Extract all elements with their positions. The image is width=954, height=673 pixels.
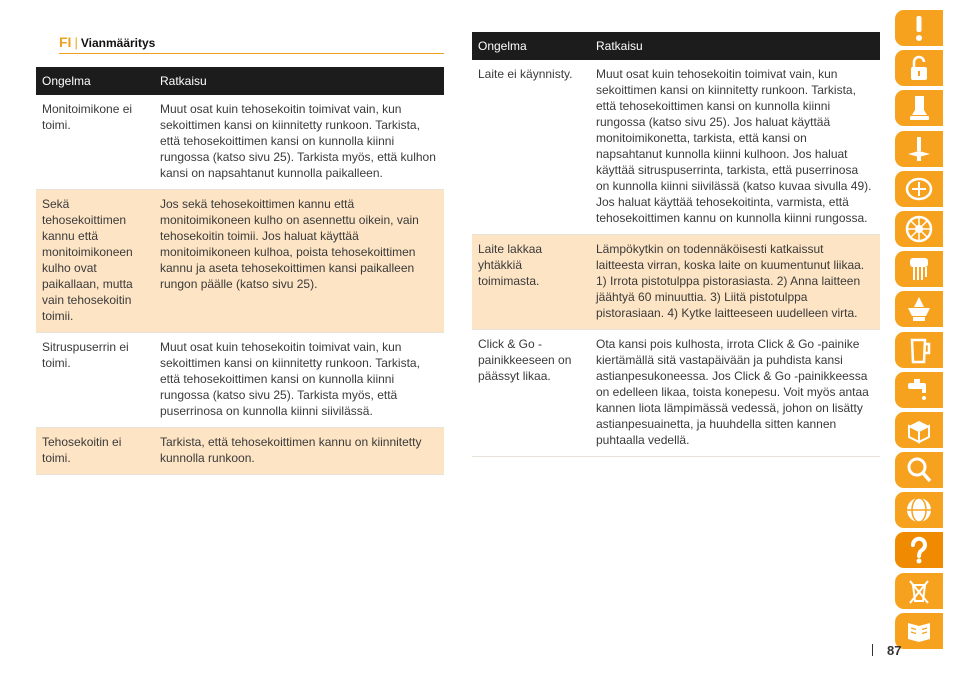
tab-blade[interactable] [895, 131, 943, 167]
tab-flower-disc[interactable] [895, 211, 943, 247]
column-header-problem: Ongelma [36, 67, 154, 95]
section-title: Vianmääritys [80, 36, 156, 50]
tab-whisk[interactable] [895, 251, 943, 287]
tab-storage[interactable] [895, 412, 943, 448]
table-row [36, 190, 444, 333]
solution-cell: Muut osat kuin tehosekoitin toimivat vain, kun sekoittimen kansi on kiinnitetty runkoon. Tarkista, että tehosekoittimen kansi on kunnolla kiinni rungossa (katso sivu 25). Tarkista myös, että puserrinosa on kunnolla kiinni siivilässä. [154, 333, 444, 428]
tab-recipes[interactable] [895, 613, 943, 649]
tab-lock[interactable] [895, 50, 943, 86]
measuring-jug-icon [904, 335, 934, 365]
blender-jar-icon [904, 93, 934, 123]
tab-blender[interactable] [895, 90, 943, 126]
table-row [36, 333, 444, 428]
tab-search[interactable] [895, 452, 943, 488]
problem-cell: Laite lakkaa yhtäkkiä toimimasta. [472, 235, 590, 330]
section-tabs [895, 10, 943, 653]
citrus-press-icon [904, 294, 934, 324]
problem-cell: Tehosekoitin ei toimi. [36, 428, 154, 475]
table-header-row [36, 67, 444, 95]
troubleshooting-table-left [36, 67, 444, 475]
whisk-icon [904, 254, 934, 284]
language-code: FI [59, 34, 72, 50]
problem-cell: Sitruspuserrin ei toimi. [36, 333, 154, 428]
crossed-bin-icon [904, 576, 934, 606]
padlock-icon [904, 53, 934, 83]
exclamation-icon [904, 13, 934, 43]
column-header-solution: Ratkaisu [590, 32, 880, 60]
question-icon [904, 535, 934, 565]
problem-cell: Laite ei käynnisty. [472, 60, 590, 235]
tab-disc[interactable] [895, 171, 943, 207]
book-icon [904, 616, 934, 646]
tab-troubleshooting[interactable] [895, 532, 943, 568]
table-header-row [472, 32, 880, 60]
table-row [36, 428, 444, 475]
page-header [59, 34, 444, 54]
troubleshooting-table-right [472, 32, 880, 457]
magnifier-icon [904, 455, 934, 485]
table-row [472, 330, 880, 457]
solution-cell: Muut osat kuin tehosekoitin toimivat vain, kun sekoittimen kansi on kiinnitetty runkoon. Tarkista, että tehosekoittimen kansi on kunnolla kiinni rungossa (katso sivu 25). Jos haluat käyttää monitoimikonetta, tarkista, että kansi on napsahtanut kunnolla kiinni kulhoon. Jos haluat käyttää sitruspuserrinta, tarkista, että puserrinosa on kunnolla kiinni siivilässä (katso kuvaa sivulla 49). Jos haluat käyttää tehosekoitinta, varmista, että tehosekoittimen kannu on kunnolla kiinni rungossa. [590, 60, 880, 235]
tab-citrus[interactable] [895, 291, 943, 327]
globe-icon [904, 495, 934, 525]
column-header-solution: Ratkaisu [154, 67, 444, 95]
tap-icon [904, 375, 934, 405]
table-row [472, 60, 880, 235]
solution-cell: Jos sekä tehosekoittimen kannu että monitoimikoneen kulho on asennettu oikein, vain tehosekoitin toimii. Jos haluat käyttää monitoimikoneen kulhoa, poista tehosekoittimen kannu ja aseta tehosekoittimen kansi paikalleen rungon päälle (katso sivu 25). [154, 190, 444, 333]
tab-jug[interactable] [895, 332, 943, 368]
storage-box-icon [904, 415, 934, 445]
solution-cell: Tarkista, että tehosekoittimen kannu on kiinnitetty kunnolla runkoon. [154, 428, 444, 475]
solution-cell: Lämpökytkin on todennäköisesti katkaissut laitteesta virran, koska laite on kuumentunut liikaa. 1) Irrota pistotulppa pistorasiasta. 2) Anna laitteen jäähtyä 60 minuuttia. 3) Liitä pistotulppa pistorasiaan. 4) Kytke laitteeseen uudelleen virta. [590, 235, 880, 330]
tab-cleaning[interactable] [895, 372, 943, 408]
blade-unit-icon [904, 134, 934, 164]
problem-cell: Click & Go -painikkeeseen on päässyt likaa. [472, 330, 590, 457]
tab-environment[interactable] [895, 573, 943, 609]
tab-exclamation[interactable] [895, 10, 943, 46]
page-number-text: 87 [887, 643, 902, 658]
solution-cell: Ota kansi pois kulhosta, irrota Click & Go -painike kiertämällä sitä vastapäivään ja puhdista kansi astianpesukoneessa. Jos Click & Go -painikkeessa on edelleen likaa, toista konepesu. Voit myös antaa kannen liota lämpimässä vedessä, johon on lisätty astianpesuainetta, ja huuhdella sitten kannen puhtaalla vedellä. [590, 330, 880, 457]
problem-cell: Monitoimikone ei toimi. [36, 95, 154, 190]
page-number [872, 643, 901, 658]
tab-guarantee[interactable] [895, 492, 943, 528]
table-row [472, 235, 880, 330]
problem-cell: Sekä tehosekoittimen kannu että monitoimikoneen kulho ovat paikallaan, mutta vain tehosekoitin toimii. [36, 190, 154, 333]
solution-cell: Muut osat kuin tehosekoitin toimivat vain, kun sekoittimen kansi on kiinnitetty runkoon. Tarkista, että tehosekoittimen kansi on kunnolla kiinni rungossa (katso sivu 25). Tarkista myös, että kulhon kansi on napsahtanut kunnolla paikalleen. [154, 95, 444, 190]
disc-icon [904, 174, 934, 204]
column-header-problem: Ongelma [472, 32, 590, 60]
table-row [36, 95, 444, 190]
header-separator: | [74, 35, 78, 50]
flower-disc-icon [904, 214, 934, 244]
